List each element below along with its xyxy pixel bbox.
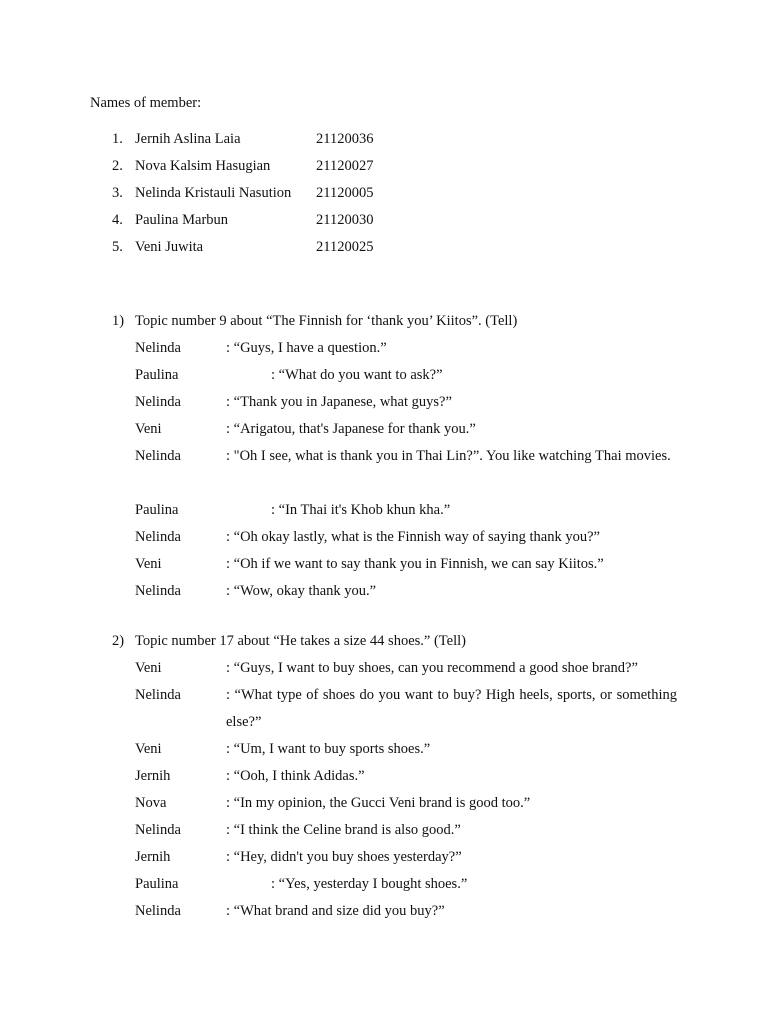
dialogue-text: : “Guys, I have a question.” xyxy=(226,340,387,356)
dialogue-text: : “Thank you in Japanese, what guys?” xyxy=(226,394,452,410)
member-number: 1. xyxy=(112,131,123,147)
speaker-name: Paulina xyxy=(135,367,179,383)
dialogue-line xyxy=(0,902,768,929)
dialogue-line xyxy=(0,794,768,821)
dialogue-line xyxy=(0,848,768,875)
dialogue-text: : “In Thai it's Khob khun kha.” xyxy=(271,502,451,518)
dialogue-text: : “Guys, I want to buy shoes, can you recommend a good shoe brand?” xyxy=(226,660,638,676)
dialogue-text: : “Um, I want to buy sports shoes.” xyxy=(226,741,431,757)
dialogue-line xyxy=(0,821,768,848)
dialogue-line xyxy=(0,447,768,501)
speaker-name: Veni xyxy=(135,421,162,437)
topic-number: 2) xyxy=(112,633,125,649)
topic-number: 1) xyxy=(112,313,125,329)
speaker-name: Jernih xyxy=(135,768,171,784)
dialogue-line xyxy=(0,767,768,794)
dialogue-text: : “What brand and size did you buy?” xyxy=(226,903,445,919)
speaker-name: Veni xyxy=(135,556,162,572)
speaker-name: Nova xyxy=(135,795,167,811)
member-id: 21120005 xyxy=(316,185,374,201)
dialogue-line xyxy=(0,339,768,366)
member-row xyxy=(0,184,768,211)
dialogue-line xyxy=(0,582,768,609)
dialogue-text: : “In my opinion, the Gucci Veni brand is good too.” xyxy=(226,795,531,811)
topic-section-2 xyxy=(0,632,768,929)
dialogue-text: : “Oh if we want to say thank you in Finnish, we can say Kiitos.” xyxy=(226,556,604,572)
speaker-name: Nelinda xyxy=(135,583,181,599)
dialogue-text: : “I think the Celine brand is also good.” xyxy=(226,822,461,838)
member-row xyxy=(0,211,768,238)
dialogue-text: : “Arigatou, that's Japanese for thank you.” xyxy=(226,421,476,437)
dialogue-line xyxy=(0,875,768,902)
speaker-name: Paulina xyxy=(135,502,179,518)
member-number: 3. xyxy=(112,185,123,201)
dialogue-line xyxy=(0,740,768,767)
topic-title-row xyxy=(0,312,768,339)
member-id: 21120030 xyxy=(316,212,374,228)
member-row xyxy=(0,130,768,157)
member-number: 5. xyxy=(112,239,123,255)
member-row xyxy=(0,238,768,265)
member-name: Paulina Marbun xyxy=(135,212,229,228)
member-id: 21120027 xyxy=(316,158,374,174)
speaker-name: Paulina xyxy=(135,876,179,892)
dialogue-line xyxy=(0,393,768,420)
dialogue-text: : “Yes, yesterday I bought shoes.” xyxy=(271,876,468,892)
dialogue-line xyxy=(0,501,768,528)
member-name: Nelinda Kristauli Nasution xyxy=(135,185,292,201)
dialogue-line xyxy=(0,366,768,393)
member-list xyxy=(0,130,768,265)
member-row xyxy=(0,157,768,184)
topic-section-1 xyxy=(0,312,768,609)
speaker-name: Nelinda xyxy=(135,903,181,919)
dialogue-text: : “Hey, didn't you buy shoes yesterday?” xyxy=(226,849,462,865)
dialogue-line xyxy=(0,686,768,740)
speaker-name: Nelinda xyxy=(135,448,181,464)
member-id: 21120025 xyxy=(316,239,374,255)
dialogue-line xyxy=(0,555,768,582)
member-name: Veni Juwita xyxy=(135,239,204,255)
member-number: 4. xyxy=(112,212,123,228)
dialogue-text: : “Oh okay lastly, what is the Finnish way of saying thank you?” xyxy=(226,529,600,545)
speaker-name: Nelinda xyxy=(135,529,181,545)
speaker-name: Veni xyxy=(135,741,162,757)
member-id: 21120036 xyxy=(316,131,374,147)
member-number: 2. xyxy=(112,158,123,174)
member-name: Jernih Aslina Laia xyxy=(135,131,241,147)
member-name: Nova Kalsim Hasugian xyxy=(135,158,271,174)
dialogue-text: : “What type of shoes do you want to buy? High heels, sports, or something else?” xyxy=(226,687,677,730)
dialogue-text: : “What do you want to ask?” xyxy=(271,367,443,383)
speaker-name: Nelinda xyxy=(135,394,181,410)
dialogue-text: : “Ooh, I think Adidas.” xyxy=(226,768,365,784)
members-heading: Names of member: xyxy=(90,95,202,111)
topic-title: Topic number 17 about “He takes a size 44 shoes.” (Tell) xyxy=(135,633,466,649)
speaker-name: Jernih xyxy=(135,849,171,865)
topic-title-row xyxy=(0,632,768,659)
speaker-name: Nelinda xyxy=(135,340,181,356)
dialogue-text: : "Oh I see, what is thank you in Thai Lin?”. You like watching Thai movies. xyxy=(226,448,671,464)
speaker-name: Veni xyxy=(135,660,162,676)
topic-title: Topic number 9 about “The Finnish for ‘thank you’ Kiitos”. (Tell) xyxy=(135,313,518,329)
dialogue-line xyxy=(0,528,768,555)
dialogue-text: : “Wow, okay thank you.” xyxy=(226,583,377,599)
speaker-name: Nelinda xyxy=(135,822,181,838)
speaker-name: Nelinda xyxy=(135,687,181,703)
